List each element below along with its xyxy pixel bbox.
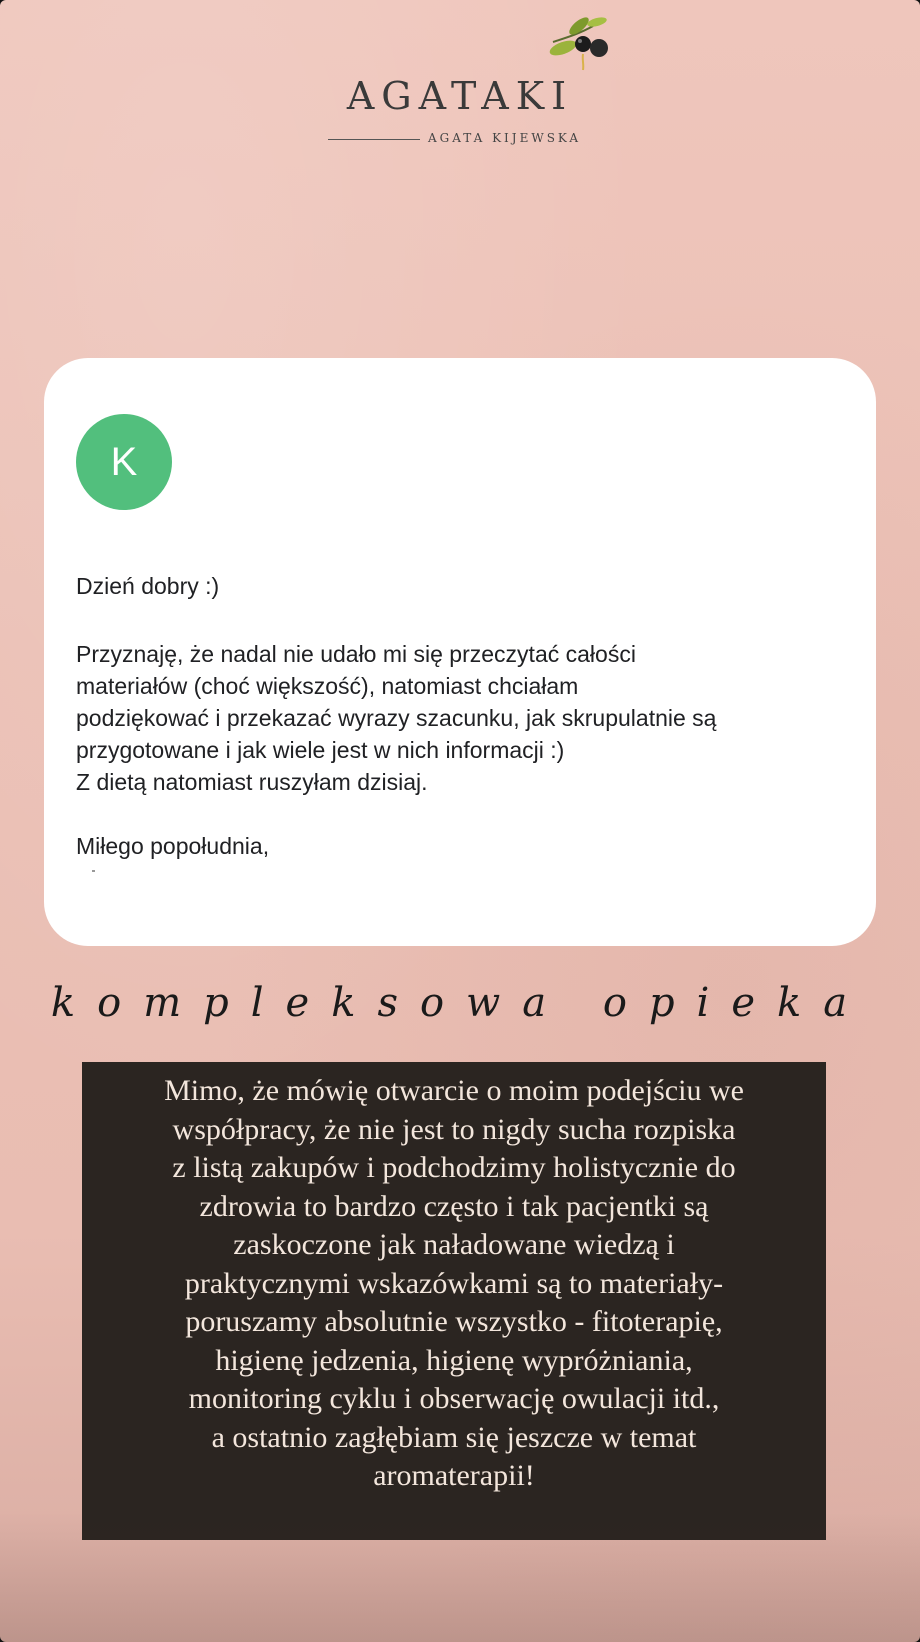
- description-line: higienę jedzenia, higienę wypróżniania,: [215, 1343, 693, 1377]
- message-body: [76, 638, 856, 798]
- logo-divider: [328, 139, 420, 140]
- description-line: zaskoczone jak naładowane wiedzą i: [233, 1228, 675, 1261]
- message-line: Przyznaję, że nadal nie udało mi się przeczytać całości: [76, 641, 636, 667]
- message-line: Z dietą natomiast ruszyłam dzisiaj.: [76, 769, 428, 795]
- bottom-shadow: [0, 1512, 920, 1642]
- message-card: [44, 358, 876, 946]
- description-text: [82, 1072, 826, 1496]
- brand-name: AGATAKI: [346, 74, 574, 118]
- description-line: a ostatnio zagłębiam się jeszcze w temat: [211, 1420, 697, 1454]
- brand-logo: [320, 12, 610, 162]
- section-heading: kompleksowa opieka: [50, 980, 870, 1026]
- description-line: z listą zakupów i podchodzimy holistycznie do: [172, 1151, 736, 1184]
- description-line: poruszamy absolutnie wszystko - fitoterapię,: [185, 1305, 723, 1338]
- description-line: zdrowia to bardzo często i tak pacjentki są: [199, 1189, 709, 1223]
- description-line: współpracy, że nie jest to nigdy sucha rozpiska: [172, 1112, 736, 1146]
- message-line: przygotowane i jak wiele jest w nich informacji :): [76, 737, 565, 763]
- description-line: monitoring cyklu i obserwację owulacji itd.,: [188, 1382, 720, 1415]
- message-closing: Miłego popołudnia,: [76, 833, 270, 859]
- avatar: K: [76, 414, 172, 510]
- message-line: materiałów (choć większość), natomiast chciałam: [76, 673, 579, 699]
- description-line: Mimo, że mówię otwarcie o moim podejściu we: [164, 1074, 744, 1107]
- message-line: podziękować i przekazać wyrazy szacunku, jak skrupulatnie są: [76, 705, 717, 731]
- description-box: [82, 1062, 826, 1540]
- description-line: aromaterapii!: [373, 1459, 535, 1492]
- description-line: praktycznymi wskazówkami są to materiały-: [184, 1266, 724, 1300]
- message-greeting: Dzień dobry :): [76, 573, 220, 599]
- olive-branch-icon: [545, 12, 615, 77]
- signature-mark: [92, 870, 95, 872]
- brand-tagline: AGATA KIJEWSKA: [428, 131, 582, 145]
